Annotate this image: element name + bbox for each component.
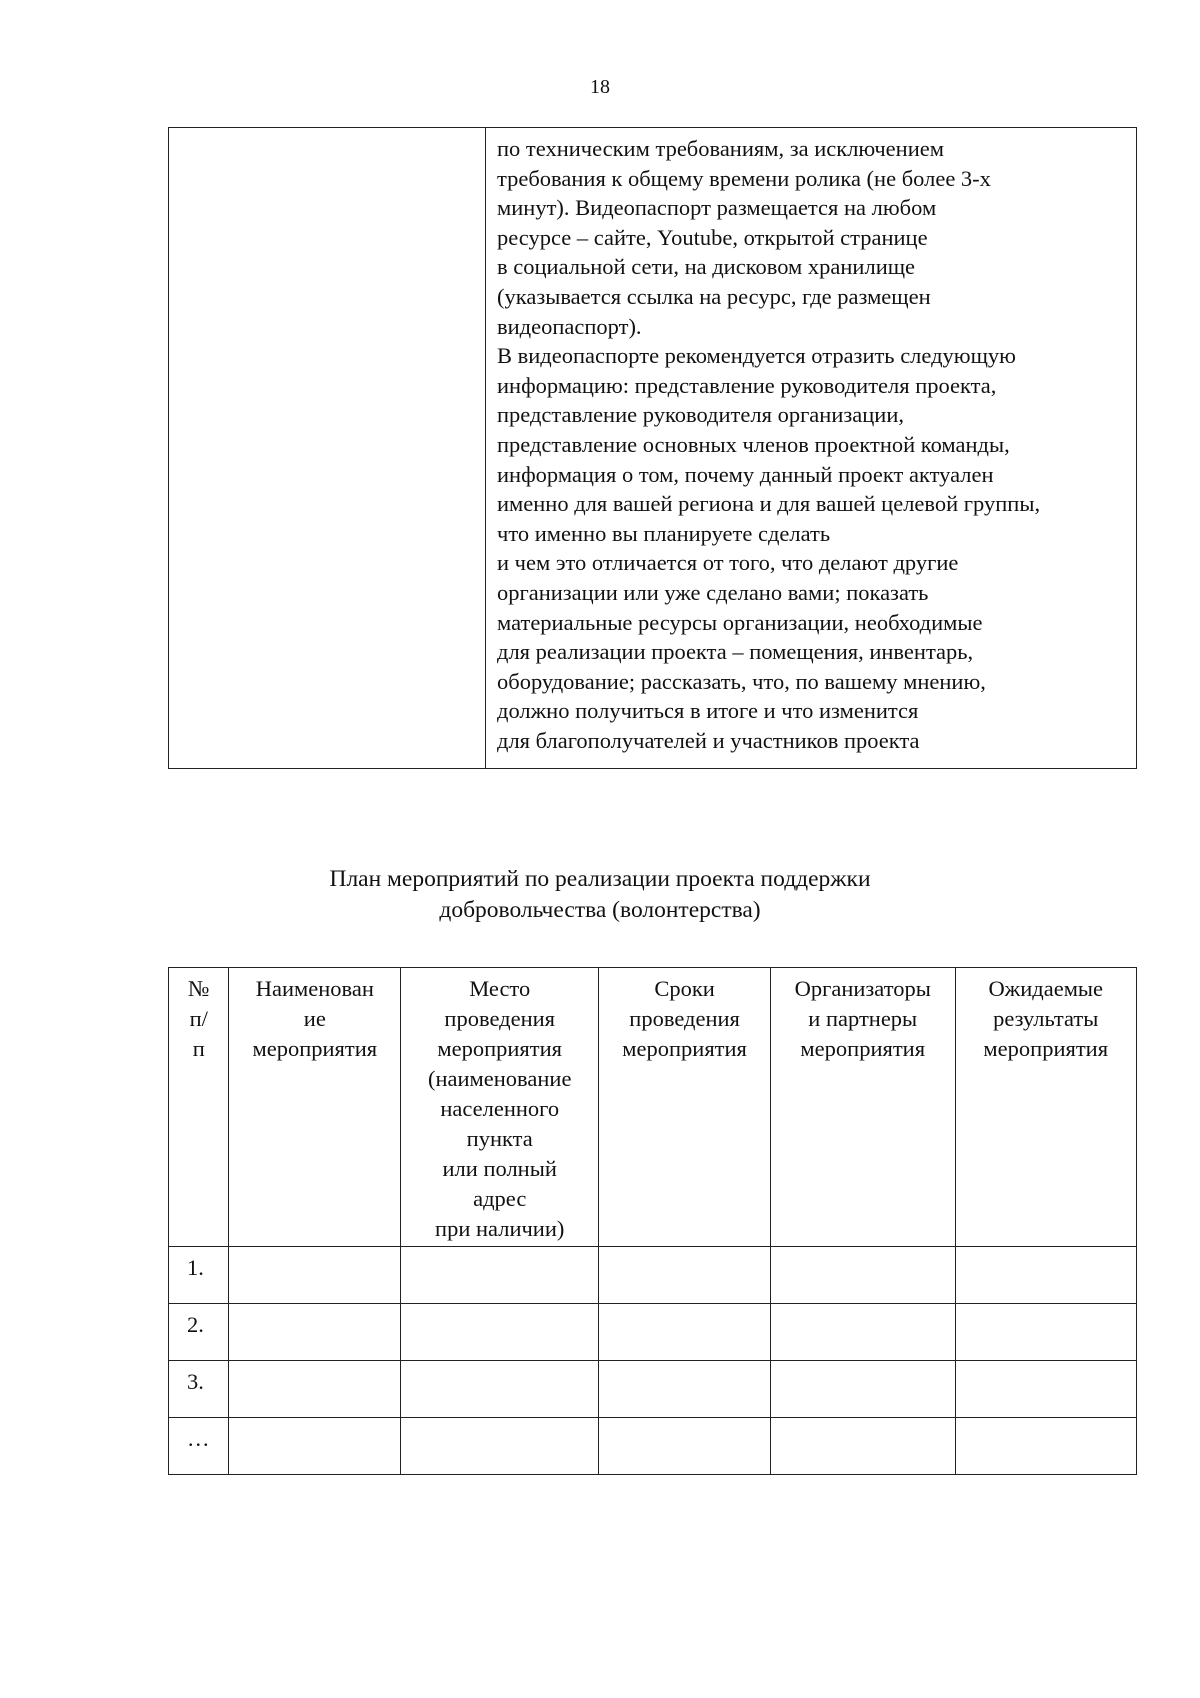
text-line: В видеопаспорте рекомендуется отразить следующую [497,343,1016,369]
text-line: что именно вы планируете сделать [497,520,831,546]
header-text: Ожидаемые [988,976,1104,1001]
header-text: при наличии) [435,1216,565,1241]
header-text: пункта [466,1126,533,1151]
header-text: ие [303,1006,326,1031]
header-text: проведения [629,1006,740,1031]
table-cell [770,1418,955,1475]
header-row [169,968,1137,1247]
table-cell [229,1247,401,1304]
text-line: и чем это отличается от того, что делают другие [497,550,959,576]
page-number: 18 [590,76,610,98]
text-line: представление руководителя организации, [497,402,904,428]
table-cell [955,1418,1137,1475]
empty-left-cell [169,128,486,769]
header-text: и партнеры [808,1006,918,1031]
header-text: (наименование [427,1066,572,1091]
row-number: 2. [169,1304,229,1361]
header-text: населенного [440,1096,560,1121]
text-line: видеопаспорт). [497,313,642,339]
table-cell [599,1361,771,1418]
header-text: мероприятия [622,1036,747,1061]
table-cell [955,1361,1137,1418]
table-cell [955,1304,1137,1361]
table-cell [599,1418,771,1475]
heading-line-1: План мероприятий по реализации проекта поддержки [329,866,871,892]
text-line: для реализации проекта – помещения, инвентарь, [497,639,974,665]
text-line: в социальной сети, на дисковом хранилище [497,254,916,280]
header-text: мероприятия [252,1036,378,1061]
table-cell [401,1361,599,1418]
text-line: информация о том, почему данный проект актуален [497,461,994,487]
table-cell [599,1304,771,1361]
header-text: Место [469,976,531,1001]
header-venue [401,968,599,1247]
header-number [169,968,229,1247]
text-line: материальные ресурсы организации, необходимые [497,609,983,635]
text-line: оборудование; рассказать, что, по вашему мнению, [497,668,986,694]
row-number: … [169,1418,229,1475]
continuation-table [168,127,1137,769]
header-text: мероприятия [437,1036,563,1061]
row-number: 3. [169,1361,229,1418]
text-line: организации или уже сделано вами; показать [497,579,929,605]
header-text: Организаторы [794,976,931,1001]
text-line: представление основных членов проектной команды, [497,431,1010,457]
table-cell [401,1247,599,1304]
header-event-name [229,968,401,1247]
header-dates [599,968,771,1247]
header-text: или полный [442,1156,557,1181]
video-passport-description-cell [486,128,1137,769]
header-text: мероприятия [800,1036,926,1061]
table-cell [401,1304,599,1361]
header-organizers [770,968,955,1247]
text-line: должно получиться в итоге и что изменится [497,698,919,724]
text-line: по техническим требованиям, за исключением [497,136,944,161]
header-text: Сроки [654,976,715,1001]
table-cell [770,1361,955,1418]
table-cell [229,1304,401,1361]
table-row [169,1418,1137,1475]
table-cell [770,1247,955,1304]
row-number: 1. [169,1247,229,1304]
header-text: № [187,976,210,1001]
table-cell [770,1304,955,1361]
event-plan-table [168,967,1137,1475]
table-cell [229,1418,401,1475]
text-line: информацию: представление руководителя проекта, [497,372,997,398]
header-text: адрес [473,1186,527,1211]
text-line: (указывается ссылка на ресурс, где размещен [497,283,931,309]
table-cell [229,1361,401,1418]
table-row [169,1361,1137,1418]
table-cell [401,1418,599,1475]
table-cell [599,1247,771,1304]
heading-line-2: добровольчества (волонтерства) [439,897,761,923]
header-text: п/ [189,1006,208,1031]
header-text: п [192,1036,205,1061]
header-text: проведения [444,1006,555,1031]
text-line: ресурсе – сайте, Youtube, открытой странице [497,224,928,250]
text-line: для благополучателей и участников проекта [497,727,920,753]
header-text: Наименован [255,976,374,1001]
section-heading [0,864,1200,926]
table-row [169,1304,1137,1361]
text-line: именно для вашей региона и для вашей целевой группы, [497,491,1041,517]
table-cell [955,1247,1137,1304]
header-text: мероприятия [983,1036,1109,1061]
text-line: требования к общему времени ролика (не более 3-х [497,165,991,191]
header-expected-results [955,968,1137,1247]
header-text: результаты [993,1006,1099,1031]
table-row [169,1247,1137,1304]
text-line: минут). Видеопаспорт размещается на любом [497,195,937,221]
